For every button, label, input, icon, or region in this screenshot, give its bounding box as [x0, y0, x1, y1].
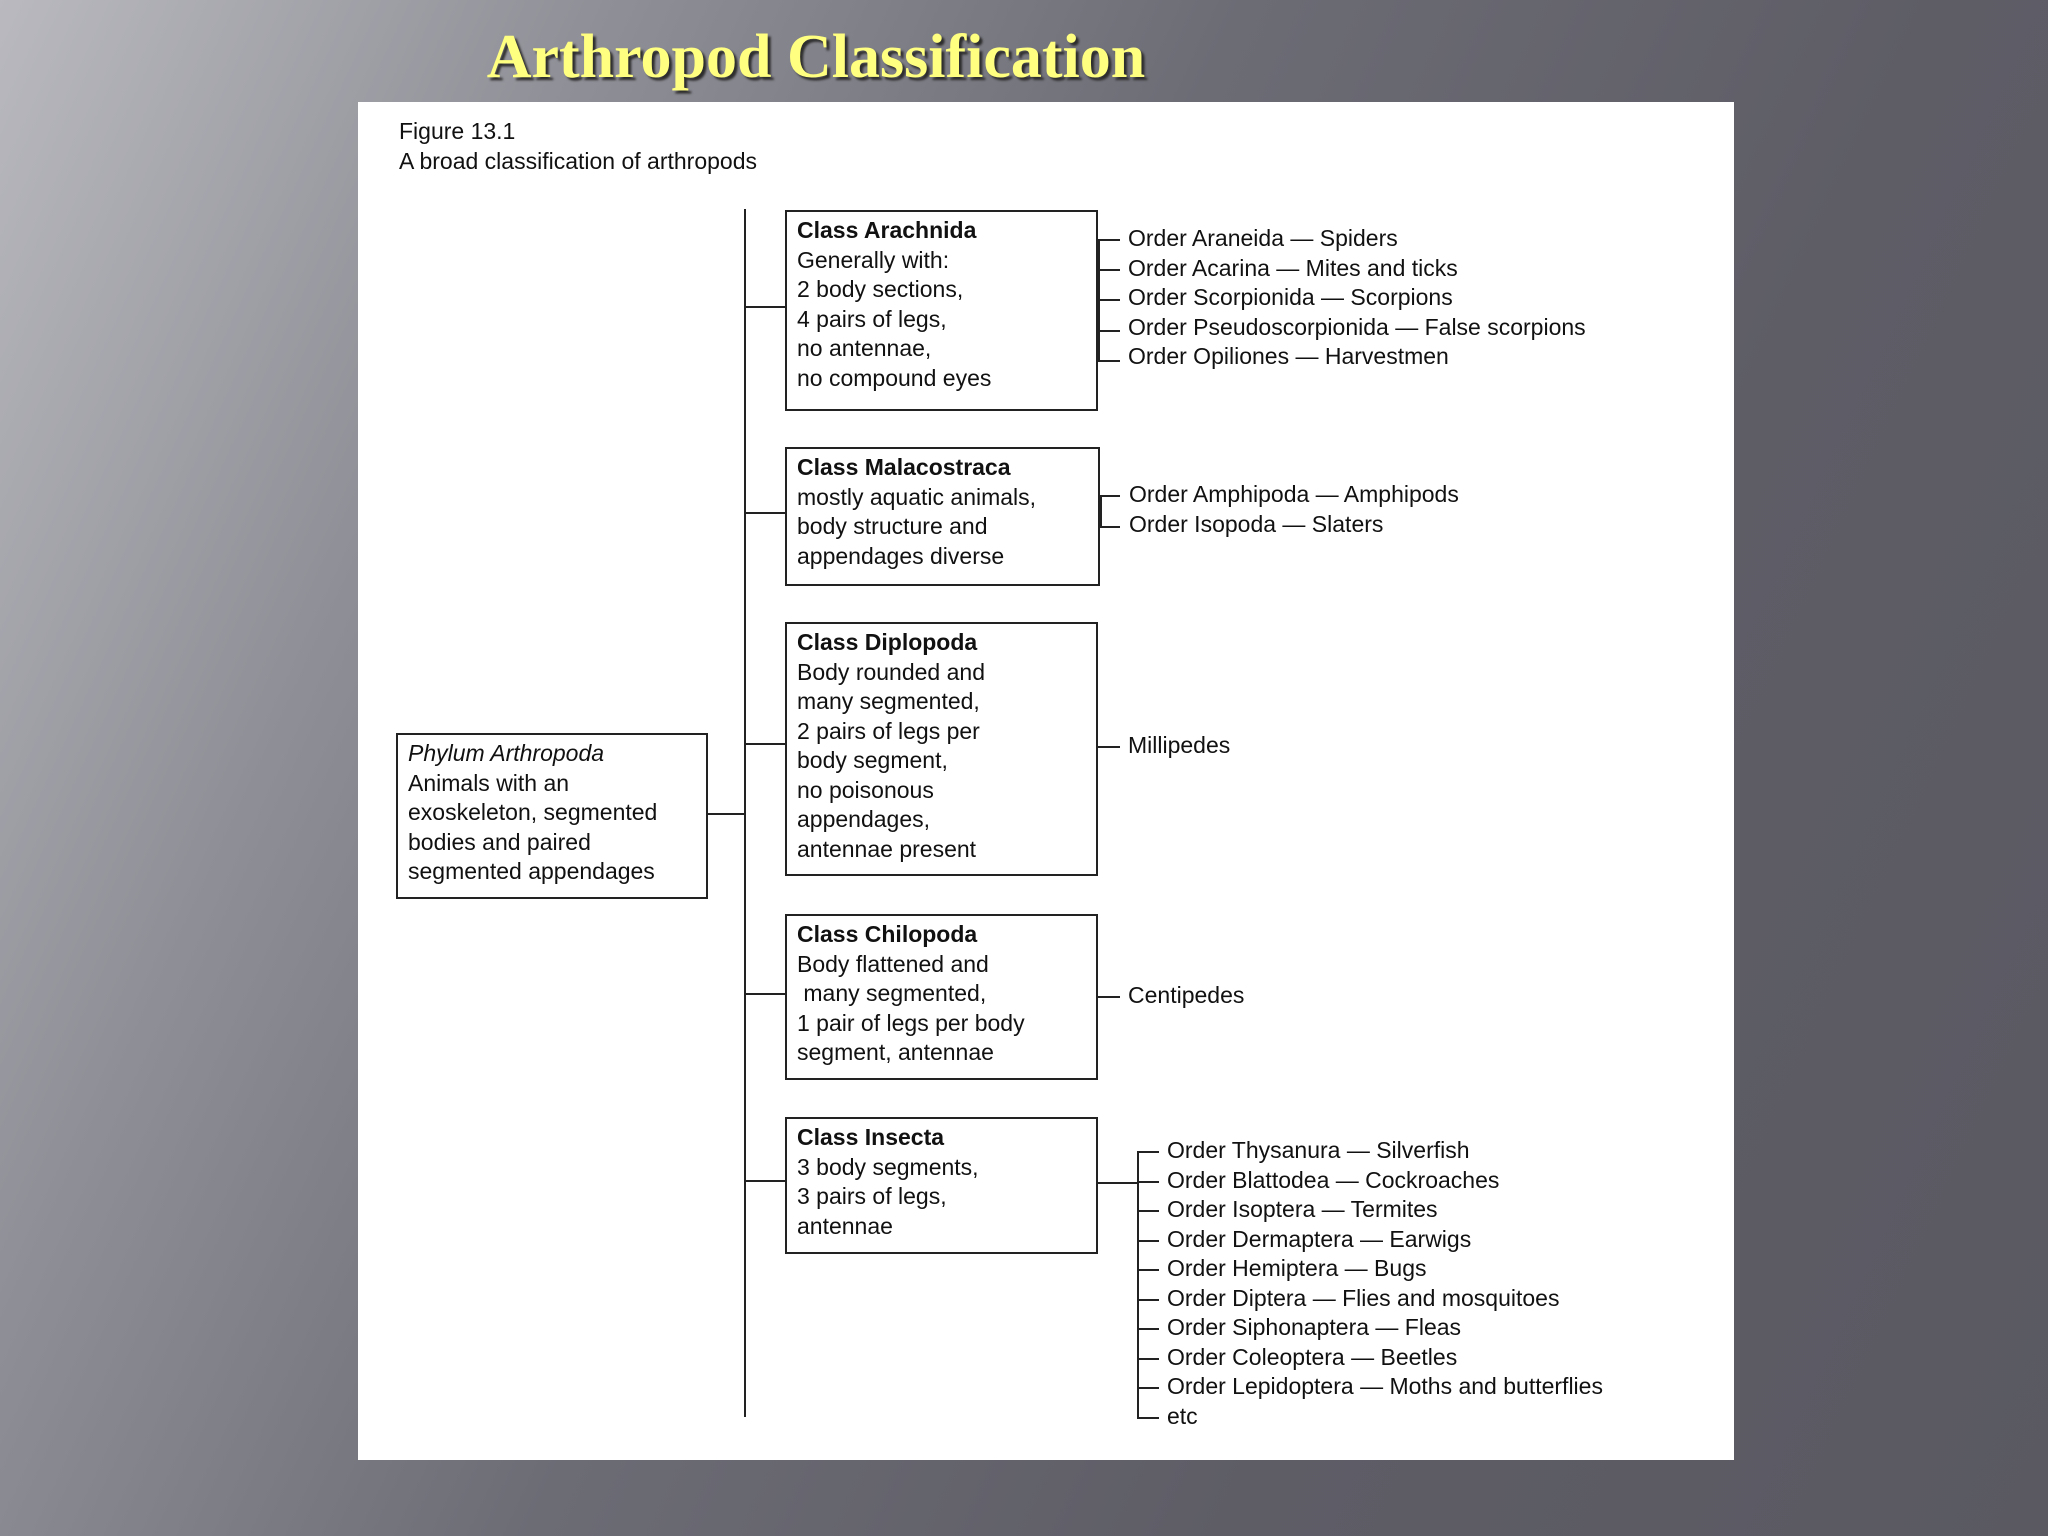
class-desc-line: body segment,: [797, 747, 948, 773]
orders-list-arachnida: [1128, 224, 1586, 372]
phylum-name: Phylum Arthropoda: [408, 740, 605, 766]
class-box-diplopoda: [785, 622, 1098, 876]
tick: [1137, 1299, 1159, 1301]
trunk-line: [744, 209, 746, 1417]
orders-bracket-malacostraca: [1100, 495, 1102, 528]
tick: [1098, 269, 1120, 271]
phylum-box: [396, 733, 708, 899]
connector-phylum-trunk: [708, 813, 746, 815]
tick: [1098, 239, 1120, 241]
class-desc-line: 3 body segments,: [797, 1153, 979, 1180]
phylum-desc-line: segmented appendages: [408, 858, 655, 884]
class-desc-line: mostly aquatic animals,: [797, 483, 1037, 510]
class-name: Class Insecta: [797, 1124, 945, 1150]
tick: [1137, 1240, 1159, 1242]
tick: [1098, 746, 1120, 748]
class-desc-line: Body rounded and: [797, 658, 985, 685]
class-name: Class Chilopoda: [797, 921, 978, 947]
order-item: Millipedes: [1128, 732, 1231, 758]
order-item: etc: [1167, 1402, 1198, 1429]
phylum-desc-line: bodies and paired: [408, 828, 591, 855]
class-desc-line: antennae: [797, 1212, 893, 1239]
phylum-desc-line: exoskeleton, segmented: [408, 799, 658, 825]
tick: [1137, 1358, 1159, 1360]
order-item: Order Opiliones — Harvestmen: [1128, 343, 1449, 369]
order-item: Order Acarina — Mites and ticks: [1128, 254, 1458, 281]
class-desc-line: 2 body sections,: [797, 276, 964, 302]
tick: [1137, 1181, 1159, 1183]
tick: [1098, 360, 1120, 362]
class-desc-line: Body flattened and: [797, 950, 989, 977]
class-desc-line: segment, antennae: [797, 1039, 994, 1065]
class-desc-line: no antennae,: [797, 335, 932, 361]
tick: [1098, 299, 1120, 301]
orders-bracket-insecta: [1137, 1151, 1139, 1419]
tick: [1137, 1210, 1159, 1212]
class-box-insecta: [785, 1117, 1098, 1254]
class-desc-line: Generally with:: [797, 246, 950, 273]
tick: [1137, 1269, 1159, 1271]
connector-malacostraca: [744, 512, 786, 514]
class-desc-line: 3 pairs of legs,: [797, 1183, 947, 1209]
orders-list-malacostraca: [1129, 480, 1459, 539]
tick: [1137, 1417, 1159, 1419]
class-desc-line: appendages diverse: [797, 542, 1005, 569]
tick: [1137, 1151, 1159, 1153]
order-item: Order Araneida — Spiders: [1128, 225, 1398, 251]
phylum-desc-line: Animals with an: [408, 769, 570, 796]
connector-diplopoda: [744, 743, 786, 745]
tick: [1098, 996, 1120, 998]
class-desc-line: no poisonous: [797, 776, 934, 803]
order-item: Order Lepidoptera — Moths and butterflies: [1167, 1373, 1603, 1399]
order-item: Order Coleoptera — Beetles: [1167, 1343, 1458, 1370]
order-item: Order Scorpionida — Scorpions: [1128, 284, 1453, 310]
class-desc-line: body structure and: [797, 513, 988, 539]
class-box-malacostraca: [785, 447, 1100, 586]
order-item: Order Pseudoscorpionida — False scorpions: [1128, 313, 1586, 340]
order-item: Order Thysanura — Silverfish: [1167, 1137, 1470, 1163]
order-item: Centipedes: [1128, 982, 1245, 1008]
order-item: Order Diptera — Flies and mosquitoes: [1167, 1284, 1560, 1311]
order-item: Order Hemiptera — Bugs: [1167, 1255, 1427, 1281]
class-name: Class Arachnida: [797, 217, 977, 243]
connector-insecta-orders: [1098, 1182, 1138, 1184]
class-name: Class Malacostraca: [797, 454, 1011, 480]
class-desc-line: no compound eyes: [797, 364, 992, 391]
order-item: Order Siphonaptera — Fleas: [1167, 1314, 1462, 1340]
order-item: Order Amphipoda — Amphipods: [1129, 481, 1459, 507]
orders-list-insecta: [1167, 1136, 1603, 1431]
tick: [1137, 1328, 1159, 1330]
class-desc-line: many segmented,: [797, 688, 980, 714]
tick: [1100, 526, 1120, 528]
order-item: Order Blattodea — Cockroaches: [1167, 1166, 1500, 1193]
slide-title: Arthropod Classification: [486, 23, 1146, 91]
class-desc-line: appendages,: [797, 806, 931, 832]
tick: [1137, 1387, 1159, 1389]
connector-chilopoda: [744, 993, 786, 995]
order-item: Order Isopoda — Slaters: [1129, 510, 1384, 537]
class-desc-line: antennae present: [797, 835, 977, 862]
class-desc-line: 4 pairs of legs,: [797, 305, 947, 332]
connector-insecta: [744, 1180, 786, 1182]
tick: [1098, 330, 1120, 332]
figure-caption: A broad classification of arthropods: [399, 148, 757, 174]
class-name: Class Diplopoda: [797, 629, 978, 655]
class-desc-line: many segmented,: [797, 980, 987, 1006]
figure-panel: [358, 102, 1734, 1460]
class-box-arachnida: [785, 210, 1098, 411]
order-item: Order Isoptera — Termites: [1167, 1196, 1438, 1222]
class-box-chilopoda: [785, 914, 1098, 1080]
orders-list-chilopoda: [1128, 981, 1244, 1011]
tick: [1100, 495, 1120, 497]
class-desc-line: 1 pair of legs per body: [797, 1009, 1025, 1036]
figure-label: Figure 13.1: [399, 118, 516, 144]
connector-arachnida: [744, 306, 786, 308]
class-desc-line: 2 pairs of legs per: [797, 717, 980, 744]
order-item: Order Dermaptera — Earwigs: [1167, 1225, 1472, 1252]
orders-list-diplopoda: [1128, 731, 1230, 761]
